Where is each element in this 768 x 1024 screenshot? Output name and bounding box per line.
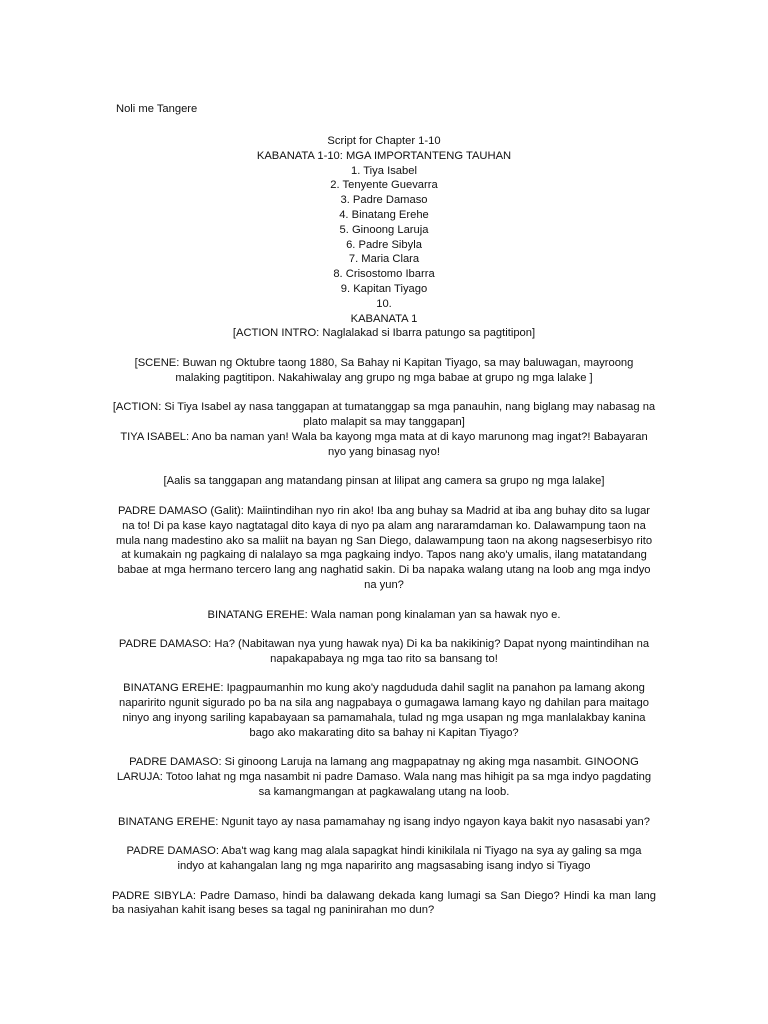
cast-item: 7. Maria Clara (348, 253, 420, 266)
cast-item: 3. Padre Damaso (340, 194, 428, 207)
stage-direction: [Aalis sa tanggapan ang matandang pinsan at lilipat ang camera sa grupo ng mga lalake] (163, 475, 605, 488)
dialogue-line: PADRE DAMASO: Ha? (Nabitawan nya yung hawak nya) Di ka ba nakikinig? Dapat nyong maintindihan na napakapabaya ng mga tao rito sa bansang to! (118, 638, 650, 665)
cast-item: 1. Tiya Isabel (351, 164, 417, 177)
cast-item: 10. (376, 297, 392, 310)
dialogue-line: PADRE DAMASO: Si ginoong Laruja na lamang ang magpapatnay ng aking mga nasambit. GINOONG LARUJA: Totoo lahat ng mga nasambit ni padre Damaso. Wala nang mas hihigit pa sa mga indyo pagdating sa kamangmangan at pagkawalang utang na loob. (116, 756, 652, 799)
script-body (112, 134, 656, 918)
chapter-heading: KABANATA 1 (350, 312, 418, 325)
dialogue-line: BINATANG EREHE: Wala naman pong kinalaman yan sa hawak nyo e. (207, 608, 561, 621)
document-title: Noli me Tangere (116, 103, 198, 115)
cast-item: 5. Ginoong Laruja (339, 223, 429, 236)
cast-item: 4. Binatang Erehe (339, 208, 429, 221)
cast-item: 6. Padre Sibyla (346, 238, 422, 251)
dialogue-line: PADRE DAMASO: Aba't wag kang mag alala sapagkat hindi kinikilala ni Tiyago na sya ay galing sa mga indyo at kahangalan lang ng mga naparirito ang magsasabing isang indyo si Tiyago (126, 845, 642, 873)
dialogue-line: PADRE DAMASO (Galit): Maiintindihan nyo rin ako! Iba ang buhay sa Madrid at iba ang buhay dito sa lugar na to! Di pa kase kayo nagtatagal dito kaya di nyo pa alam ang nararamdaman ko. Dalawampung taon na mula nang madestino ako sa maliit na bayan ng San Diego, dalawampung taon na akong nagseserbisyo rito at kumakain ng pagkaing di nalalayo sa mga pagkaing indyo. Tapos nang ako'y umalis, ilang matatandang babae at mga hermano tercero lang ang naghatid sakin. Di ba napaka walang utang na loob ang mga indyo na yun? (115, 504, 653, 591)
cast-item: 8. Crisostomo Ibarra (333, 268, 435, 281)
dialogue-line: BINATANG EREHE: Ngunit tayo ay nasa pamamahay ng isang indyo ngayon kaya bakit nyo nasasabi yan? (118, 815, 650, 828)
action-direction: [ACTION: Si Tiya Isabel ay nasa tanggapan at tumatanggap sa mga panauhin, nang biglang may nabasag na plato malapit sa may tanggapan] (112, 401, 656, 429)
dialogue-line: PADRE SIBYLA: Padre Damaso, hindi ba dalawang dekada kang lumagi sa San Diego? Hindi ka man lang ba nasiyahan kahit isang beses sa tagal ng paninirahan mo dun? (112, 889, 656, 917)
cast-heading: KABANATA 1-10: MGA IMPORTANTENG TAUHAN (256, 149, 512, 162)
cast-item: 9. Kapitan Tiyago (340, 282, 428, 295)
cast-item: 2. Tenyente Guevarra (330, 179, 438, 192)
dialogue-line: BINATANG EREHE: Ipagpaumanhin mo kung ako'y nagdududa dahil saglit na panahon pa lamang akong naparirito ngunit sigurado po ba na sila ang nagpabaya o gumagawa lamang kayo ng dahilan para maitago ninyo ang inyong sariling kapabayaan sa pamamahala, tulad ng mga usapan ng mga manlalakbay kanina bago ako makarating dito sa bahay ni Kapitan Tiyago? (119, 682, 649, 739)
action-intro: [ACTION INTRO: Naglalakad si Ibarra patungo sa pagtitipon] (232, 327, 536, 340)
scene-description: [SCENE: Buwan ng Oktubre taong 1880, Sa Bahay ni Kapitan Tiyago, sa may baluwagan, mayroong malaking pagtitipon. Nakahiwalay ang grupo ng mga babae at grupo ng mga lalake ] (134, 356, 634, 384)
dialogue-line: TIYA ISABEL: Ano ba naman yan! Wala ba kayong mga mata at di kayo marunong mag ingat?! Babayaran nyo yang binasag nyo! (120, 430, 648, 458)
script-heading: Script for Chapter 1-10 (327, 135, 441, 147)
